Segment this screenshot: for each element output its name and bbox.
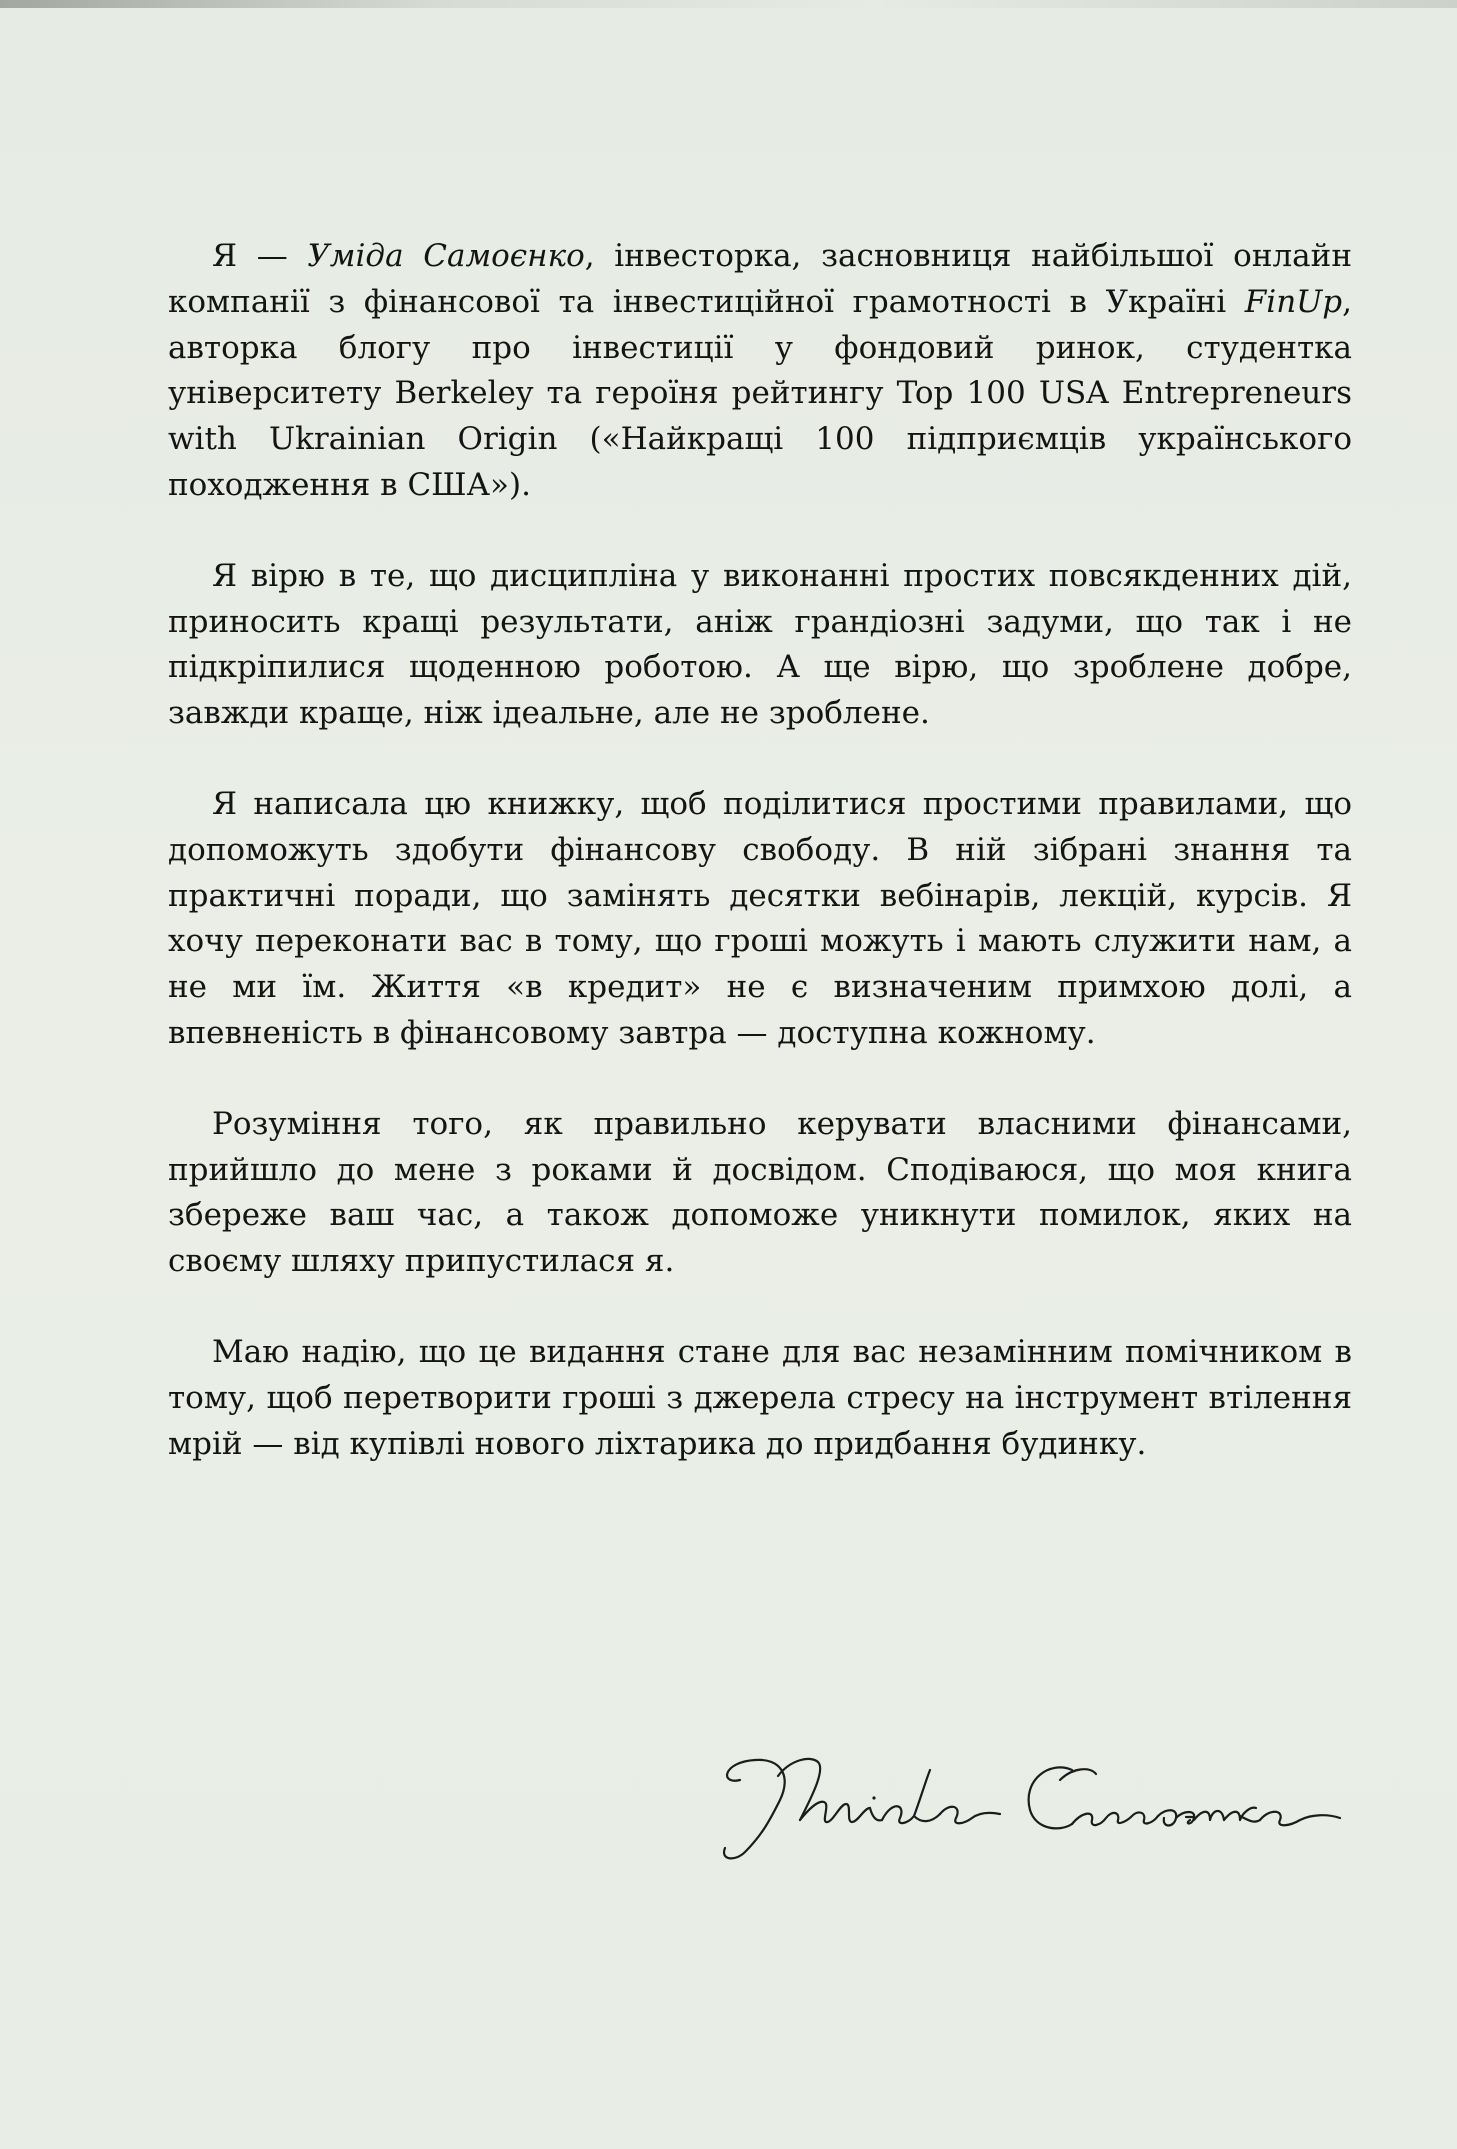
text-run: Я написала цю книжку, щоб поділитися простими правилами, що допоможуть здобути фінансову свободу. В ній зібрані знання та практичні поради, що замінять десятки вебінарів, лекцій, курсів. Я хочу переконати вас в тому, що гроші можуть і мають служити нам, а не ми їм. Життя «в кредит» не є визначеним примхою долі, а впевненість в фінансовому завтра — доступна кожному. <box>168 785 1352 1051</box>
text-run: Маю надію, що це видання стане для вас незамінним помічником в тому, щоб перетворити гроші з джерела стресу на інструмент втілення мрій — від купівлі нового ліхтарика до придбання будинку. <box>168 1333 1352 1462</box>
paragraph-2 <box>168 554 1352 737</box>
text-run: Я вірю в те, що дисципліна у виконанні простих повсякденних дій, приносить кращі результати, аніж грандіозні задуми, що так і не підкріпилися щоденною роботою. А ще вірю, що зроблене добре, завжди краще, ніж ідеальне, але не зроблене. <box>168 557 1352 732</box>
paragraph-3 <box>168 782 1352 1057</box>
italic-text: FinUp <box>1244 283 1343 320</box>
paragraph-4 <box>168 1102 1352 1285</box>
text-run: , інвесторка, засновниця найбільшої онлайн компанії з фінансової та інвестиційної грамотності в Україні <box>168 238 1352 320</box>
italic-text: Уміда Самоєнко <box>307 238 585 274</box>
text-run: , авторка блогу про інвестиції у фондовий ринок, студентка університету Berkeley та героїня рейтингу Top 100 USA Entrepreneurs with Ukrainian Origin («Найкращі 100 підприємців українського походження в США»). <box>168 283 1352 503</box>
paragraph-5 <box>168 1330 1352 1467</box>
paragraph-1 <box>168 234 1352 509</box>
author-signature <box>700 1740 1350 1870</box>
text-run: Розуміння того, як правильно керувати власними фінансами, прийшло до мене з роками й досвідом. Сподіваюся, що моя книга збереже ваш час, а також допоможе уникнути помилок, яких на своєму шляху припустилася я. <box>168 1105 1352 1280</box>
signature-drawing <box>700 1740 1350 1870</box>
text-run: Я — <box>212 238 308 274</box>
body-text <box>168 234 1352 1467</box>
